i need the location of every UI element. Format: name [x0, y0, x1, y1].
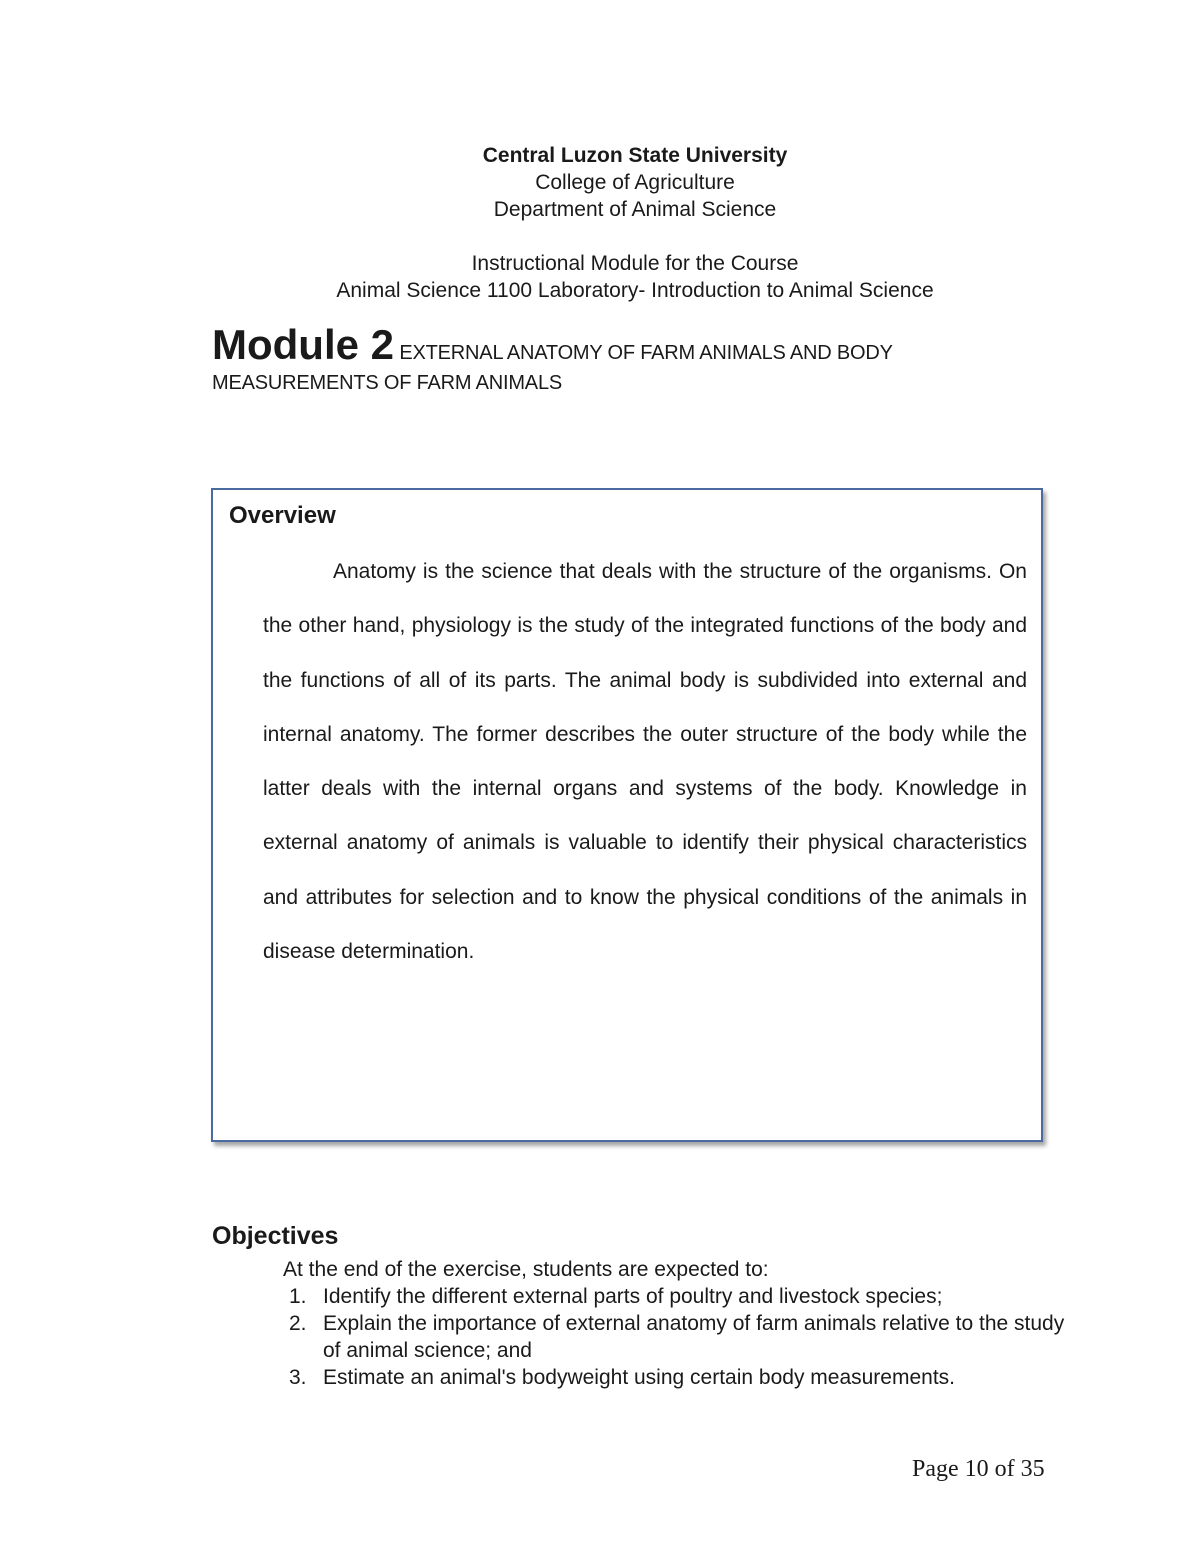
course-name: Animal Science 1100 Laboratory- Introduction to Animal Science	[336, 279, 934, 302]
overview-box	[211, 488, 1043, 1142]
objectives-heading: Objectives	[212, 1222, 339, 1250]
list-item	[283, 1364, 1073, 1391]
document-header	[0, 142, 1200, 304]
page-number: Page 10 of 35	[912, 1456, 1045, 1482]
module-title	[212, 321, 1042, 398]
module-label: Module 2	[212, 321, 395, 368]
list-item-number: 3.	[289, 1366, 307, 1389]
objectives-list	[283, 1283, 1073, 1391]
university-name: Central Luzon State University	[482, 144, 788, 167]
list-item-text: Identify the different external parts of poultry and livestock species;	[323, 1285, 943, 1308]
list-item-number: 1.	[289, 1285, 307, 1308]
list-item-number: 2.	[289, 1312, 307, 1335]
objectives-intro: At the end of the exercise, students are expected to:	[283, 1258, 769, 1281]
department-name: Department of Animal Science	[493, 198, 777, 221]
list-item	[283, 1283, 1073, 1310]
college-name: College of Agriculture	[535, 171, 735, 194]
list-item-text: Explain the importance of external anatomy of farm animals relative to the study of animal science; and	[323, 1312, 1065, 1362]
list-item-text: Estimate an animal's bodyweight using certain body measurements.	[323, 1366, 955, 1389]
overview-heading: Overview	[229, 502, 336, 529]
overview-text: Anatomy is the science that deals with the structure of the organisms. On the other hand, physiology is the study of the integrated functions of the body and the functions of all of its parts. The animal body is subdivided into external and internal anatomy. The former describes the outer structure of the body while the latter deals with the internal organs and systems of the body. Knowledge in external anatomy of animals is valuable to identify their physical characteristics and attributes for selection and to know the physical conditions of the animals in disease determination.	[263, 560, 1027, 964]
module-for-line: Instructional Module for the Course	[471, 252, 799, 275]
module-subtitle: EXTERNAL ANATOMY OF FARM ANIMALS AND BODY MEASUREMENTS OF FARM ANIMALS	[212, 342, 893, 394]
list-item	[283, 1310, 1073, 1364]
